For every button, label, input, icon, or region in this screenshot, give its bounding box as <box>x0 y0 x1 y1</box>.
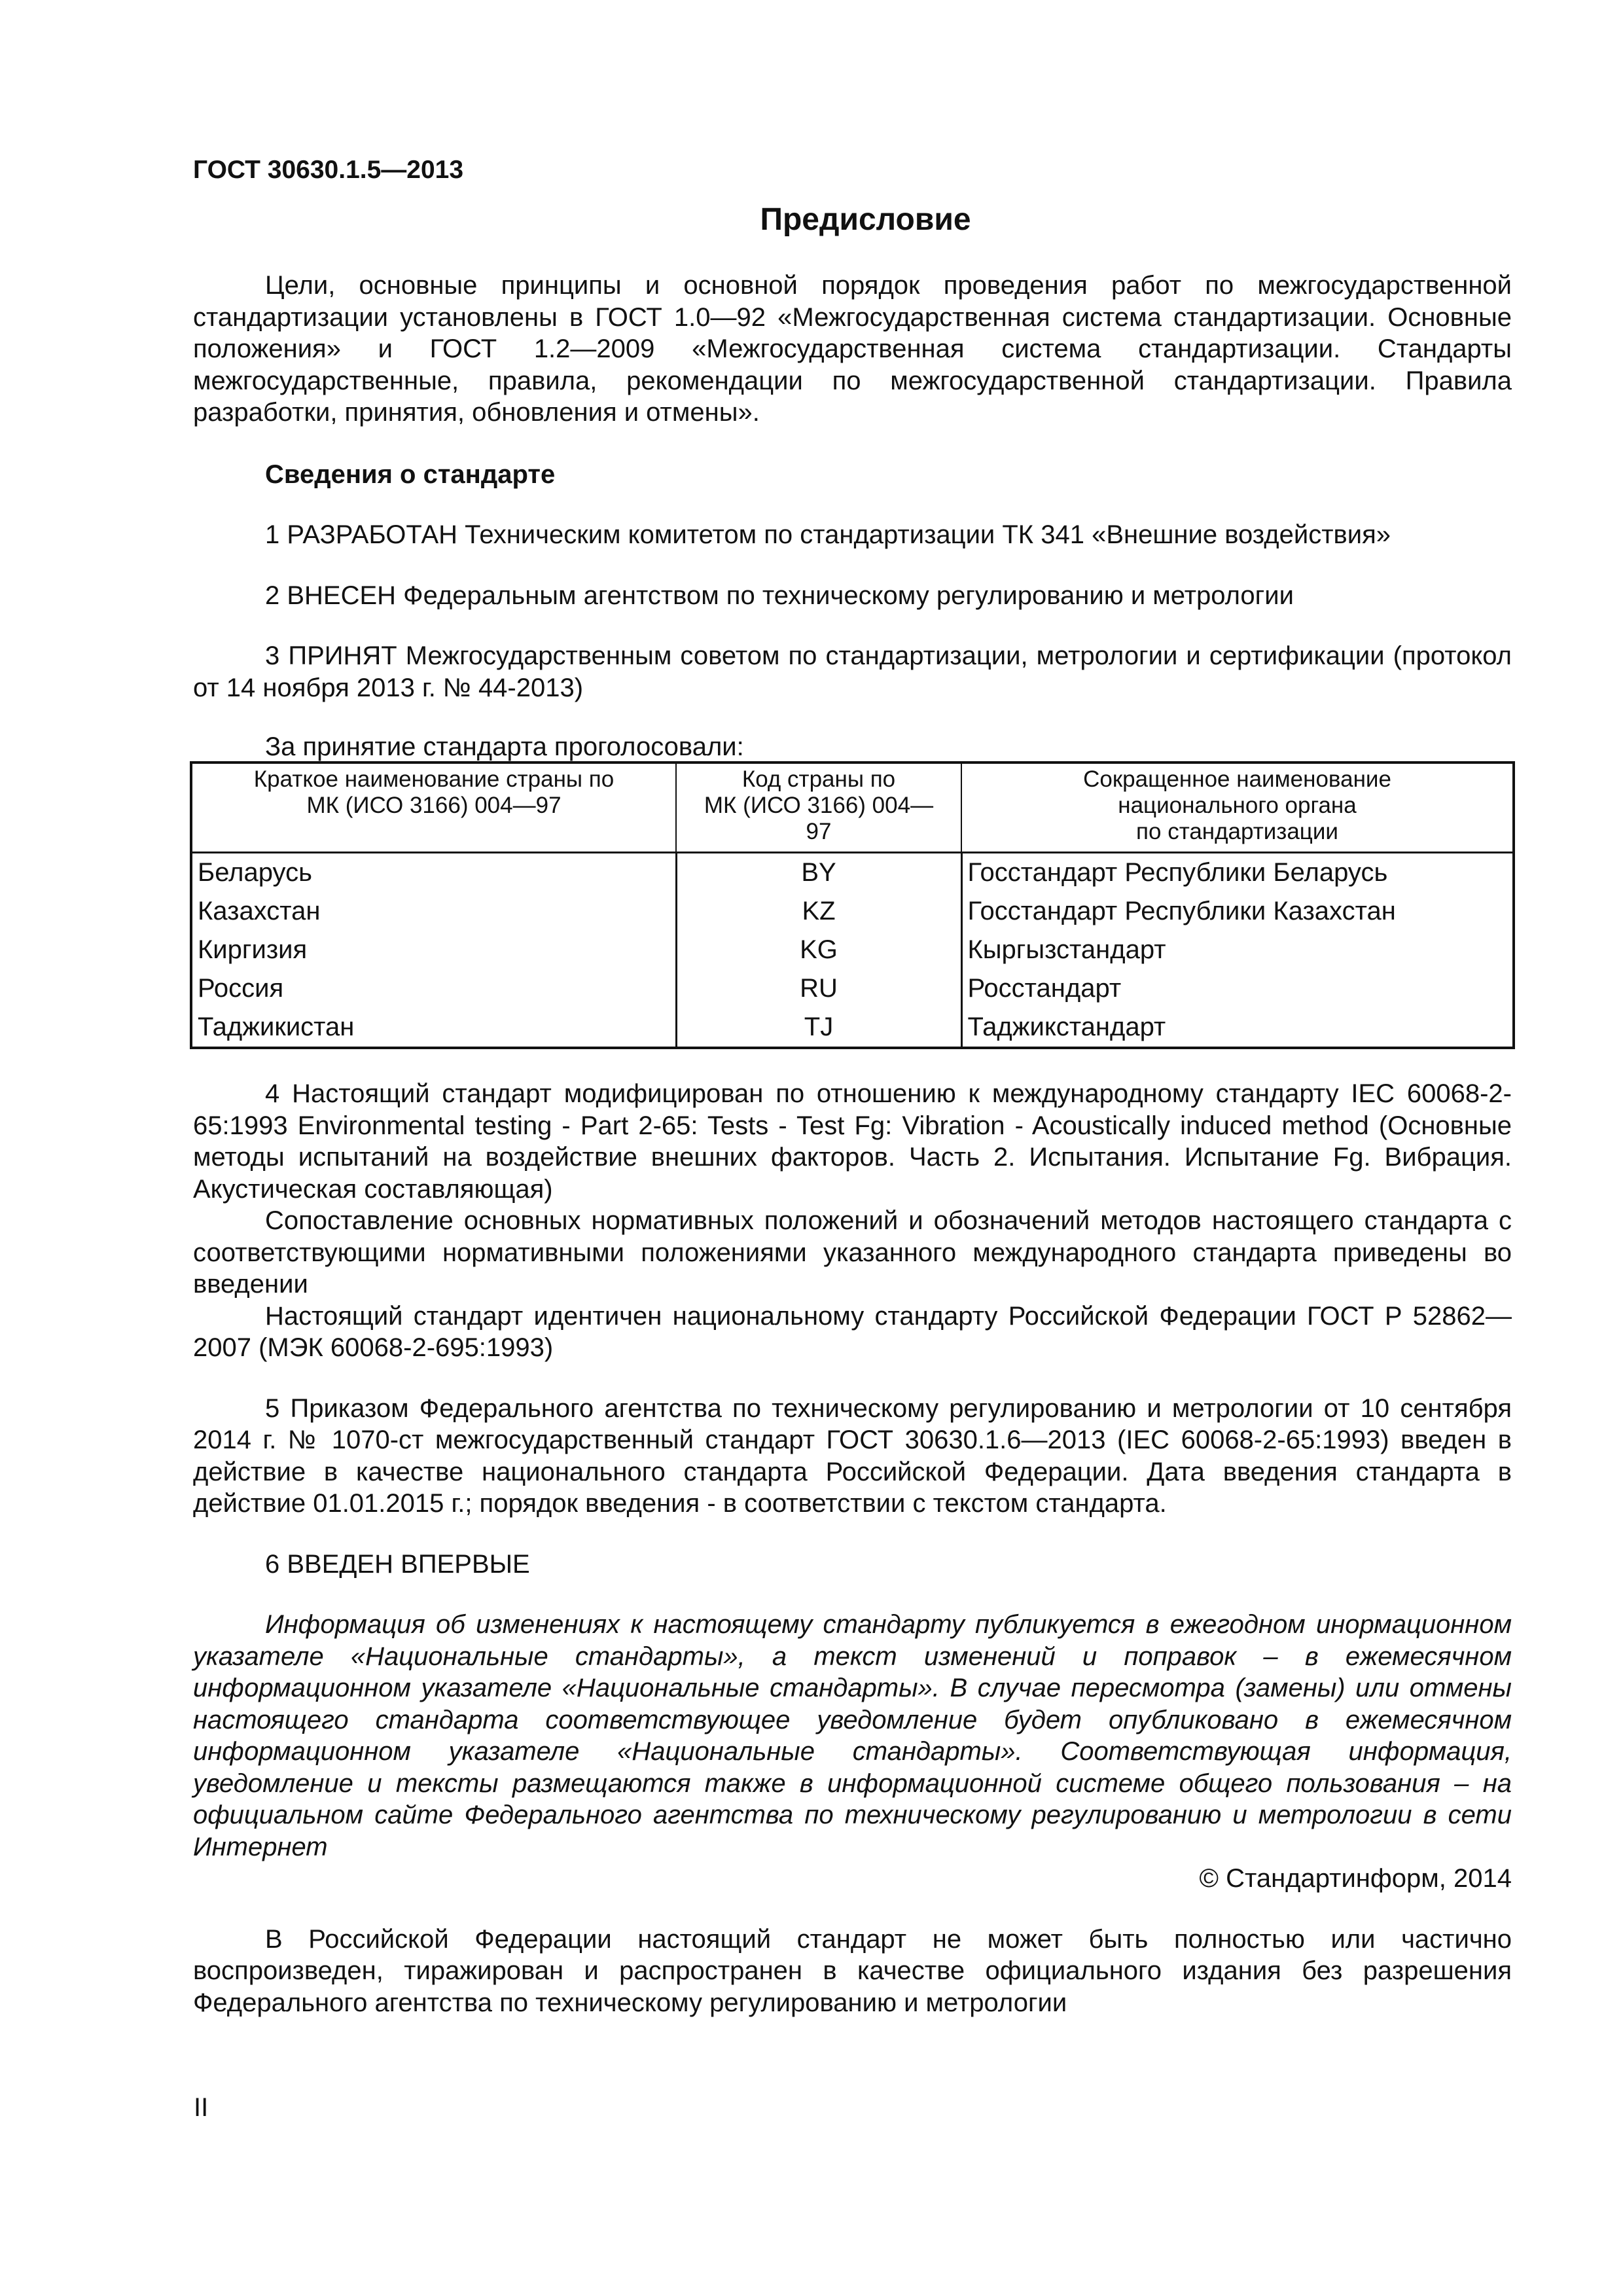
header-country-code-line: МК (ИСО 3166) 004— <box>704 793 934 818</box>
reproduction-notice: В Российской Федерации настоящий стандарт не может быть полностью или частично воспроизведен, тиражирован и распространен в качестве официального издания без разрешения Федерального агентства по техническому регулированию и метрологии <box>193 1924 1512 2017</box>
header-country-name <box>191 762 676 853</box>
table-row <box>191 853 1514 893</box>
national-body-cell: Таджикстандарт <box>961 1008 1514 1048</box>
document-id: ГОСТ 30630.1.5—2013 <box>193 156 464 184</box>
country-name-cell: Россия <box>191 969 676 1008</box>
national-body-cell: Кыргызстандарт <box>961 931 1514 969</box>
country-code-cell: KG <box>676 931 961 969</box>
header-national-body-line: Сокращенное наименование <box>1083 766 1391 792</box>
header-national-body <box>961 762 1514 853</box>
page-number: II <box>194 2093 209 2122</box>
info-heading: Сведения о стандарте <box>265 459 556 489</box>
country-name-cell: Киргизия <box>191 931 676 969</box>
item-4-identical: Настоящий стандарт идентичен национальному стандарту Российской Федерации ГОСТ Р 52862—2007 (МЭК 60068-2-695:1993) <box>193 1301 1512 1362</box>
item-4-comparison: Сопоставление основных нормативных положений и обозначений методов настоящего стандарта с соответствующими нормативными положениями указанного международного стандарта приведены во введении <box>193 1206 1512 1299</box>
header-national-body-line: национального органа <box>1118 793 1357 818</box>
header-country-code-line: Код страны по <box>741 766 896 792</box>
country-code-cell: KZ <box>676 892 961 931</box>
item-2-introduced: 2 ВНЕСЕН Федеральным агентством по техническому регулированию и метрологии <box>265 581 1294 610</box>
section-title: Предисловие <box>760 202 971 237</box>
country-code-cell: RU <box>676 969 961 1008</box>
country-name-cell: Беларусь <box>191 853 676 893</box>
national-body-cell: Госстандарт Республики Казахстан <box>961 892 1514 931</box>
changes-notice: Информация об изменениях к настоящему стандарту публикуется в ежегодном инормационном указателе «Национальные стандарты», а текст изменений и поправок – в ежемесячном информационном указателе «Национальные стандарты». В случае пересмотра (замены) или отмены настоящего стандарта соответствующее уведомление будет опубликовано в ежемесячном информационном указателе «Национальные стандарты». Соответствующая информация, уведомление и тексты размещаются также в информационной системе общего пользования – на официальном сайте Федерального агентства по техническому регулированию и метрологии в сети Интернет <box>193 1610 1512 1861</box>
vote-table <box>190 761 1515 1049</box>
header-country-name-line: МК (ИСО 3166) 004—97 <box>306 793 562 818</box>
table-row <box>191 892 1514 931</box>
national-body-cell: Росстандарт <box>961 969 1514 1008</box>
vote-table-caption: За принятие стандарта проголосовали: <box>265 732 744 761</box>
table-row <box>191 1008 1514 1048</box>
header-country-code-line: 97 <box>806 819 832 844</box>
table-row <box>191 969 1514 1008</box>
national-body-cell: Госстандарт Республики Беларусь <box>961 853 1514 893</box>
header-country-code <box>676 762 961 853</box>
header-country-name-line: Краткое наименование страны по <box>253 766 615 792</box>
copyright-line: © Стандартинформ, 2014 <box>1199 1864 1512 1893</box>
table-row <box>191 931 1514 969</box>
preamble-paragraph: Цели, основные принципы и основной порядок проведения работ по межгосударственной стандартизации установлены в ГОСТ 1.0—92 «Межгосударственная система стандартизации. Основные положения» и ГОСТ 1.2—2009 «Межгосударственная система стандартизации. Стандарты межгосударственные, правила, рекомендации по межгосударственной стандартизации. Правила разработки, принятия, обновления и отмены». <box>193 271 1512 427</box>
vote-table-header-row <box>191 762 1514 853</box>
item-4-modification: 4 Настоящий стандарт модифицирован по отношению к международному стандарту IEC 60068-2-65:1993 Environmental testing - Part 2-65: Tests - Test Fg: Vibration - Acoustically induced method (Основные методы испытаний на воздействие внешних факторов. Часть 2. Испытания. Испытание Fg. Вибрация. Акустическая составляющая) <box>193 1079 1512 1204</box>
document-page <box>193 154 1512 2018</box>
item-1-developed: 1 РАЗРАБОТАН Техническим комитетом по стандартизации ТК 341 «Внешние воздействия» <box>265 520 1391 549</box>
header-national-body-line: по стандартизации <box>1136 819 1338 844</box>
country-name-cell: Казахстан <box>191 892 676 931</box>
country-code-cell: TJ <box>676 1008 961 1048</box>
item-5-order: 5 Приказом Федерального агентства по техническому регулированию и метрологии от 10 сентября 2014 г. № 1070-ст межгосударственный стандарт ГОСТ 30630.1.6—2013 (IEC 60068-2-65:1993) введен в действие в качестве национального стандарта Российской Федерации. Дата введения стандарта в действие 01.01.2015 г.; порядок введения - в соответствии с текстом стандарта. <box>193 1393 1512 1518</box>
item-6-first-introduced: 6 ВВЕДЕН ВПЕРВЫЕ <box>265 1549 530 1579</box>
country-name-cell: Таджикистан <box>191 1008 676 1048</box>
item-3-adopted: 3 ПРИНЯТ Межгосударственным советом по стандартизации, метрологии и сертификации (протокол от 14 ноября 2013 г. № 44-2013) <box>193 641 1512 702</box>
country-code-cell: BY <box>676 853 961 893</box>
